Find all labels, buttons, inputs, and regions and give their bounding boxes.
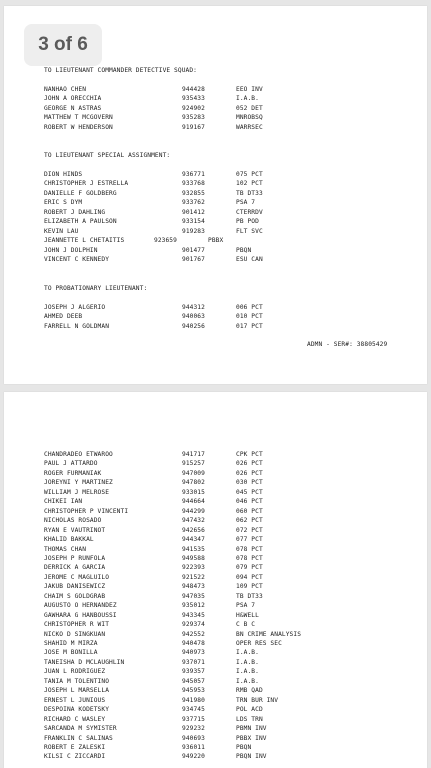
command-code: 078 PCT (236, 545, 263, 553)
roster-row (44, 171, 404, 180)
officer-name: DANIELLE F GOLDBERG (44, 189, 117, 197)
document-page-1 (4, 6, 427, 384)
officer-name: CHRISTOPHER P VINCENTI (44, 507, 129, 515)
roster-row (44, 574, 404, 583)
command-code: I.A.B. (236, 95, 259, 103)
command-code: 010 PCT (236, 313, 263, 321)
roster-row (44, 218, 404, 227)
roster-row (44, 228, 404, 237)
officer-name: JOSEPH L MARSELLA (44, 687, 110, 695)
tax-number: 949220 (182, 753, 205, 761)
roster-row (44, 95, 404, 104)
command-code: H&WELL (236, 611, 259, 619)
command-code: 109 PCT (236, 583, 263, 591)
command-code: 045 PCT (236, 488, 263, 496)
command-code: PBQN INV (236, 753, 267, 761)
command-code: TB DT33 (236, 189, 263, 197)
roster-row (44, 659, 404, 668)
roster-row (44, 498, 404, 507)
tax-number: 944347 (182, 536, 205, 544)
tax-number: 901767 (182, 256, 205, 264)
command-code: 026 PCT (236, 460, 263, 468)
command-code: EEO INV (236, 86, 263, 93)
command-code: PBMN INV (236, 725, 267, 733)
tax-number: 945953 (182, 687, 205, 695)
tax-number: 944428 (182, 86, 205, 93)
roster-row (44, 687, 404, 696)
roster-row (44, 612, 404, 621)
tax-number: 932855 (182, 189, 205, 197)
roster-row (44, 209, 404, 218)
officer-name: JOSEPH P RUNFOLA (44, 554, 106, 562)
roster-row (44, 323, 404, 332)
command-code: CTERRDV (236, 208, 263, 216)
command-code: PBBX (208, 237, 224, 245)
tax-number: 901477 (182, 246, 205, 254)
officer-name: NANHAO CHEN (44, 86, 87, 93)
command-code: PB POD (236, 218, 259, 226)
tax-number: 940693 (182, 734, 205, 742)
tax-number: 937071 (182, 658, 205, 666)
officer-name: CHANDRADEO ETWAROO (44, 451, 113, 458)
roster-row (44, 451, 404, 460)
serial-footer: ADMN - SER#: 38805429 (307, 341, 388, 348)
roster-row (44, 199, 404, 208)
officer-name: ROGER FURMANIAK (44, 469, 102, 477)
tax-number: 942656 (182, 526, 205, 534)
command-code: PBBX INV (236, 734, 267, 742)
officer-name: ROBERT E ZALESKI (44, 743, 106, 751)
tax-number: 941717 (182, 451, 205, 458)
tax-number: 933154 (182, 218, 205, 226)
tax-number: 940256 (182, 322, 205, 330)
officer-name: AHMED DEEB (44, 313, 83, 321)
command-code: PBQN (236, 743, 252, 751)
officer-name: CHAIM S GOLDGRAB (44, 592, 106, 600)
roster-row (44, 313, 404, 322)
roster-row (44, 716, 404, 725)
document-page-2 (4, 392, 427, 768)
roster-row (44, 602, 404, 611)
tax-number: 921522 (182, 573, 205, 581)
roster-row (44, 725, 404, 734)
officer-name: KILSI C ZICCARDI (44, 753, 106, 761)
roster-row (44, 479, 404, 488)
officer-name: CHIKEI IAN (44, 498, 83, 506)
roster-row (44, 105, 404, 114)
tax-number: 924902 (182, 104, 205, 112)
officer-name: GAWHARA G HANBOUSSI (44, 611, 117, 619)
command-code: WARRSEC (236, 123, 263, 131)
command-code: TB DT33 (236, 592, 263, 600)
roster-row (44, 124, 404, 133)
officer-name: JOHN A ORECCHIA (44, 95, 102, 103)
tax-number: 941535 (182, 545, 205, 553)
officer-name: ERNEST L JUNIOUS (44, 696, 106, 704)
tax-number: 936011 (182, 743, 205, 751)
roster-row (44, 631, 404, 640)
tax-number: 947035 (182, 592, 205, 600)
officer-name: NICHOLAS ROSADO (44, 517, 102, 525)
tax-number: 944664 (182, 498, 205, 506)
roster-row (44, 304, 404, 313)
roster-row (44, 114, 404, 123)
roster-row (44, 621, 404, 630)
tax-number: 940973 (182, 649, 205, 657)
tax-number: 933762 (182, 199, 205, 207)
tax-number: 945057 (182, 677, 205, 685)
officer-name: KEVIN LAU (44, 227, 79, 235)
tax-number: 937715 (182, 715, 205, 723)
officer-name: TANEISHA D MCLAUGHLIN (44, 658, 125, 666)
roster-row (44, 247, 404, 256)
command-code: FLT SVC (236, 227, 263, 235)
roster-row (44, 678, 404, 687)
command-code: PSA 7 (236, 199, 256, 207)
officer-name: JEANNETTE L CHETAITIS (44, 237, 125, 245)
officer-name: SARCANDA M SYMISTER (44, 725, 117, 733)
roster-row (44, 180, 404, 189)
officer-name: MATTHEW T MCGOVERN (44, 114, 113, 122)
tax-number: 949588 (182, 554, 205, 562)
officer-name: DESPOINA KODETSKY (44, 706, 110, 714)
tax-number: 929232 (182, 725, 205, 733)
roster-row (44, 489, 404, 498)
roster-row (44, 564, 404, 573)
tax-number: 935012 (182, 602, 205, 610)
command-code: 075 PCT (236, 171, 263, 178)
roster-row (44, 536, 404, 545)
command-code: CPK PCT (236, 451, 263, 458)
command-code: TRN BUR INV (236, 696, 279, 704)
roster-row (44, 527, 404, 536)
roster-row (44, 593, 404, 602)
section-heading: TO PROBATIONARY LIEUTENANT: (44, 285, 148, 292)
command-code: 078 PCT (236, 554, 263, 562)
command-code: 030 PCT (236, 479, 263, 487)
command-code: 062 PCT (236, 517, 263, 525)
command-code: OPER RES SEC (236, 640, 282, 647)
officer-name: JOREYNI Y MARTINEZ (44, 479, 113, 487)
roster-row (44, 86, 404, 95)
officer-name: JOSE M BONILLA (44, 649, 98, 657)
command-code: POL ACD (236, 706, 263, 714)
officer-name: DERRICK A GARCIA (44, 564, 106, 572)
command-code: 026 PCT (236, 469, 263, 477)
roster-row (44, 706, 404, 715)
officer-name: KHALID BAKKAL (44, 536, 94, 544)
command-code: 052 DET (236, 104, 263, 112)
roster-row (44, 744, 404, 753)
command-code: RMB QAD (236, 687, 263, 695)
roster-row (44, 753, 404, 762)
tax-number: 934745 (182, 706, 205, 714)
tax-number: 947432 (182, 517, 205, 525)
command-code: 072 PCT (236, 526, 263, 534)
roster-row (44, 697, 404, 706)
command-code: PBQN (236, 246, 252, 254)
section-heading: TO LIEUTENANT COMMANDER DETECTIVE SQUAD: (44, 67, 198, 74)
officer-name: SHAHID M MIRZA (44, 640, 98, 647)
tax-number: 948473 (182, 583, 205, 591)
tax-number: 944299 (182, 507, 205, 515)
command-code: I.A.B. (236, 649, 259, 657)
tax-number: 915257 (182, 460, 205, 468)
tax-number: 919167 (182, 123, 205, 131)
command-code: 077 PCT (236, 536, 263, 544)
tax-number: 943345 (182, 611, 205, 619)
command-code: BN CRIME ANALYSIS (236, 630, 302, 638)
officer-name: AUGUSTO O HERNANDEZ (44, 602, 117, 610)
officer-name: CHRISTOPHER J ESTRELLA (44, 180, 129, 188)
roster-row (44, 668, 404, 677)
tax-number: 936771 (182, 171, 205, 178)
roster-row (44, 470, 404, 479)
officer-name: DION HINDS (44, 171, 83, 178)
tax-number: 939357 (182, 668, 205, 676)
roster-row (44, 237, 404, 246)
command-code: 046 PCT (236, 498, 263, 506)
officer-name: JOHN J DOLPHIN (44, 246, 98, 254)
officer-name: CHRISTOPHER R WIT (44, 621, 110, 629)
officer-name: JUAN L RODRIGUEZ (44, 668, 106, 676)
tax-number: 933015 (182, 488, 205, 496)
command-code: PSA 7 (236, 602, 256, 610)
roster-row (44, 508, 404, 517)
officer-name: VINCENT C KENNEDY (44, 256, 110, 264)
command-code: I.A.B. (236, 677, 259, 685)
command-code: LDS TRN (236, 715, 263, 723)
command-code: I.A.B. (236, 658, 259, 666)
officer-name: RICHARD C WASLEY (44, 715, 106, 723)
tax-number: 919283 (182, 227, 205, 235)
tax-number: 947802 (182, 479, 205, 487)
officer-name: ELIZABETH A PAULSON (44, 218, 117, 226)
command-code: 079 PCT (236, 564, 263, 572)
officer-name: GEORGE N ASTRAS (44, 104, 102, 112)
officer-name: TANIA M TOLENTINO (44, 677, 110, 685)
officer-name: FRANKLIN C SALINAS (44, 734, 113, 742)
officer-name: RYAN E VAUTRINOT (44, 526, 106, 534)
tax-number: 923659 (154, 237, 177, 245)
roster-row (44, 517, 404, 526)
tax-number: 947009 (182, 469, 205, 477)
officer-name: ROBERT W HENDERSON (44, 123, 113, 131)
roster-row (44, 583, 404, 592)
command-code: C B C (236, 621, 256, 629)
roster-row (44, 640, 404, 649)
roster-row (44, 256, 404, 265)
tax-number: 941980 (182, 696, 205, 704)
tax-number: 944312 (182, 304, 205, 311)
command-code: 094 PCT (236, 573, 263, 581)
tax-number: 935283 (182, 114, 205, 122)
command-code: 102 PCT (236, 180, 263, 188)
command-code: 006 PCT (236, 304, 263, 311)
command-code: 060 PCT (236, 507, 263, 515)
roster-row (44, 735, 404, 744)
tax-number: 933768 (182, 180, 205, 188)
command-code: 017 PCT (236, 322, 263, 330)
officer-name: PAUL J ATTARDO (44, 460, 98, 468)
tax-number: 940478 (182, 640, 205, 647)
command-code: MNROBSQ (236, 114, 263, 122)
page-counter-badge: 3 of 6 (24, 24, 102, 66)
officer-name: FARRELL N GOLDMAN (44, 322, 110, 330)
tax-number: 922393 (182, 564, 205, 572)
tax-number: 901412 (182, 208, 205, 216)
officer-name: WILLIAM J MELROSE (44, 488, 110, 496)
roster-row (44, 460, 404, 469)
officer-name: JOSEPH J ALGERIO (44, 304, 106, 311)
officer-name: ROBERT J DAHLING (44, 208, 106, 216)
tax-number: 940063 (182, 313, 205, 321)
roster-row (44, 546, 404, 555)
officer-name: NICKO D SINGKUAN (44, 630, 106, 638)
command-code: I.A.B. (236, 668, 259, 676)
roster-row (44, 190, 404, 199)
tax-number: 942552 (182, 630, 205, 638)
tax-number: 929374 (182, 621, 205, 629)
tax-number: 935433 (182, 95, 205, 103)
officer-name: THOMAS CHAN (44, 545, 87, 553)
officer-name: JEROME C MAGLUILO (44, 573, 110, 581)
officer-name: JAKUB DANISEWICZ (44, 583, 106, 591)
section-heading: TO LIEUTENANT SPECIAL ASSIGNMENT: (44, 152, 171, 159)
roster-row (44, 555, 404, 564)
command-code: ESU CAN (236, 256, 263, 264)
officer-name: ERIC S DYM (44, 199, 83, 207)
roster-row (44, 649, 404, 658)
